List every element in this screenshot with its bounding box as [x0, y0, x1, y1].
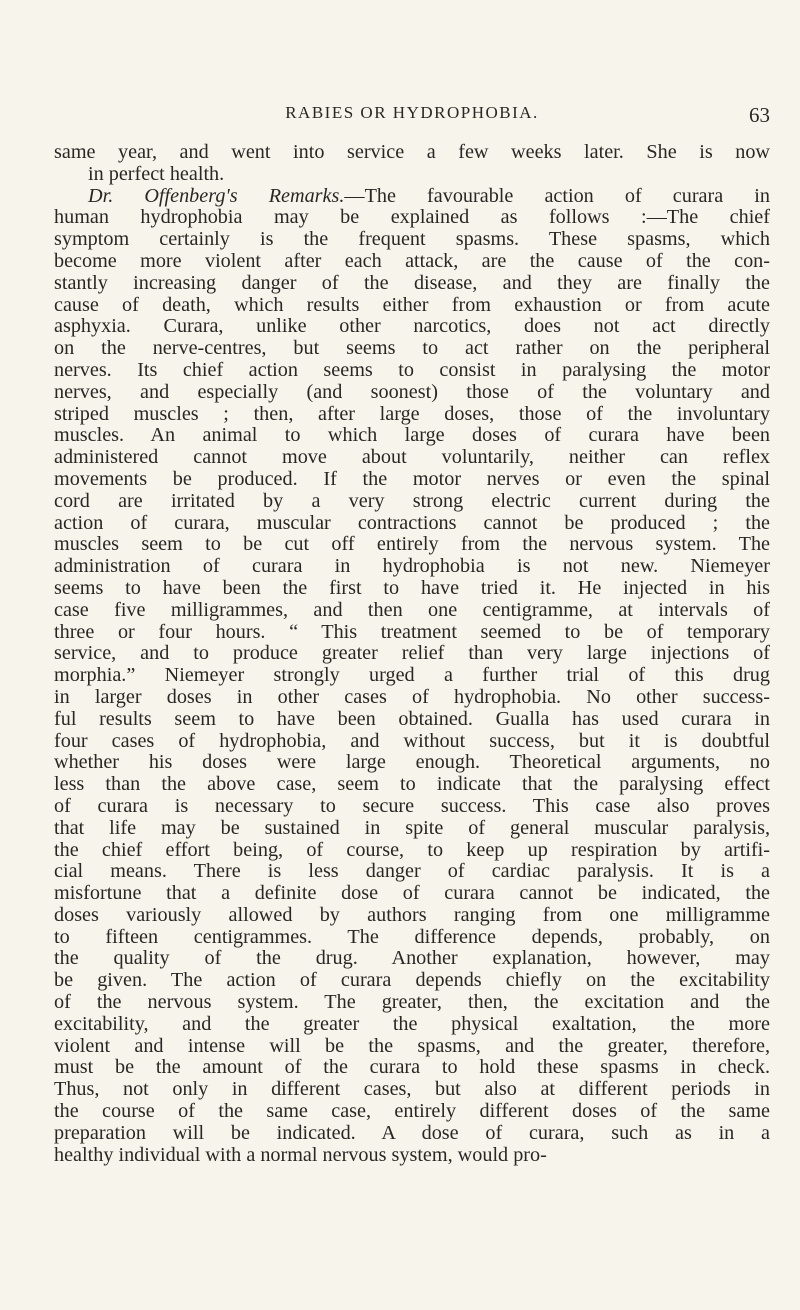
text-line: nerves. Its chief action seems to consist in paralysing the motor: [54, 359, 770, 381]
text-line: of curara is necessary to secure success. This case also proves: [54, 795, 770, 817]
text-line: asphyxia. Curara, unlike other narcotics, does not act directly: [54, 316, 770, 338]
section-opening-line: [54, 186, 770, 208]
section-opening-text: —The favourable action of curara in: [344, 185, 770, 207]
text-line: doses variously allowed by authors ranging from one milligramme: [54, 904, 770, 926]
text-line: Thus, not only in different cases, but also at different periods in: [54, 1079, 770, 1101]
text-line: muscles seem to be cut off entirely from the nervous system. The: [54, 534, 770, 556]
text-line: three or four hours. “ This treatment seemed to be of temporary: [54, 621, 770, 643]
body-text: [54, 142, 770, 1166]
running-head: [54, 103, 770, 131]
text-line: nerves, and especially (and soonest) those of the voluntary and: [54, 381, 770, 403]
text-line: become more violent after each attack, are the cause of the con-: [54, 250, 770, 272]
text-line: the quality of the drug. Another explanation, however, may: [54, 948, 770, 970]
text-line: human hydrophobia may be explained as follows :—The chief: [54, 207, 770, 229]
text-line: whether his doses were large enough. Theoretical arguments, no: [54, 752, 770, 774]
text-line: administered cannot move about voluntarily, neither can reflex: [54, 447, 770, 469]
text-line: cause of death, which results either from exhaustion or from acute: [54, 294, 770, 316]
text-line: on the nerve-centres, but seems to act rather on the peripheral: [54, 338, 770, 360]
text-line: excitability, and the greater the physical exaltation, the more: [54, 1013, 770, 1035]
page-number: 63: [749, 103, 770, 127]
section-heading: Dr. Offenberg's Remarks.: [88, 185, 345, 207]
text-line: violent and intense will be the spasms, and the greater, therefore,: [54, 1035, 770, 1057]
text-line: seems to have been the first to have tried it. He injected in his: [54, 577, 770, 599]
text-line: action of curara, muscular contractions cannot be produced ; the: [54, 512, 770, 534]
running-title: RABIES OR HYDROPHOBIA.: [285, 103, 539, 122]
text-line: muscles. An animal to which large doses of curara have been: [54, 425, 770, 447]
text-line: stantly increasing danger of the disease, and they are finally the: [54, 272, 770, 294]
text-line: striped muscles ; then, after large doses, those of the involuntary: [54, 403, 770, 425]
text-line: must be the amount of the curara to hold these spasms in check.: [54, 1057, 770, 1079]
text-line: movements be produced. If the motor nerves or even the spinal: [54, 468, 770, 490]
text-line: four cases of hydrophobia, and without success, but it is doubtful: [54, 730, 770, 752]
text-line: the course of the same case, entirely different doses of the same: [54, 1101, 770, 1123]
text-line: same year, and went into service a few weeks later. She is now: [54, 142, 770, 163]
text-line: cial means. There is less danger of cardiac paralysis. It is a: [54, 861, 770, 883]
text-line: morphia.” Niemeyer strongly urged a further trial of this drug: [54, 665, 770, 687]
text-line: ful results seem to have been obtained. Gualla has used curara in: [54, 708, 770, 730]
text-line: preparation will be indicated. A dose of curara, such as in a: [54, 1122, 770, 1144]
text-line: in larger doses in other cases of hydrophobia. No other success-: [54, 686, 770, 708]
text-line: in perfect health.: [88, 163, 225, 185]
text-line: healthy individual with a normal nervous system, would pro-: [54, 1144, 547, 1166]
text-line: the chief effort being, of course, to keep up respiration by artifi-: [54, 839, 770, 861]
text-line: that life may be sustained in spite of general muscular paralysis,: [54, 817, 770, 839]
text-line: administration of curara in hydrophobia is not new. Niemeyer: [54, 556, 770, 578]
text-line: of the nervous system. The greater, then, the excitation and the: [54, 992, 770, 1014]
text-line: symptom certainly is the frequent spasms. These spasms, which: [54, 229, 770, 251]
text-line: to fifteen centigrammes. The difference depends, probably, on: [54, 926, 770, 948]
text-line: less than the above case, seem to indicate that the paralysing effect: [54, 774, 770, 796]
paragraph-lines: [54, 207, 770, 1166]
text-line: cord are irritated by a very strong electric current during the: [54, 490, 770, 512]
text-line: case five milligrammes, and then one centigramme, at intervals of: [54, 599, 770, 621]
text-line: be given. The action of curara depends chiefly on the excitability: [54, 970, 770, 992]
text-line: misfortune that a definite dose of curara cannot be indicated, the: [54, 883, 770, 905]
text-line: service, and to produce greater relief than very large injections of: [54, 643, 770, 665]
